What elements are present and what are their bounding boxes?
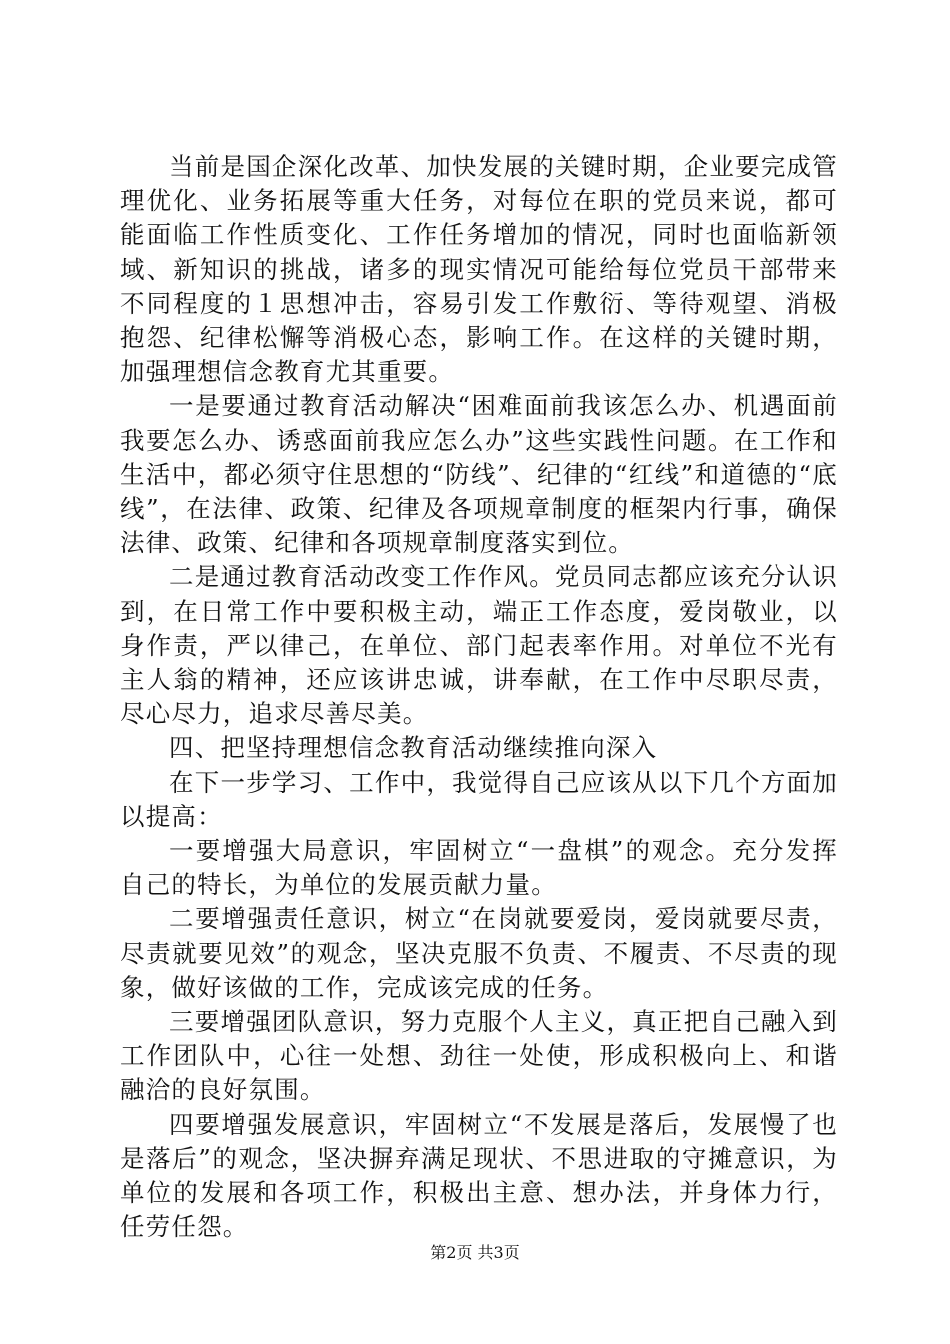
page-footer — [0, 1243, 950, 1263]
paragraph: 二要增强责任意识，树立“在岗就要爱岗，爱岗就要尽责，尽责就要见效”的观念，坚决克服不负责、不履责、不尽责的现象，做好该做的工作，完成该完成的任务。 — [120, 904, 838, 1002]
paragraph: 一要增强大局意识，牢固树立“一盘棋”的观念。充分发挥自己的特长，为单位的发展贡献力量。 — [120, 836, 838, 900]
paragraph: 四要增强发展意识，牢固树立“不发展是落后，发展慢了也是落后”的观念，坚决摒弃满足现状、不思进取的守摊意识，为单位的发展和各项工作，积极出主意、想办法，并身体力行，任劳任怨。 — [120, 1109, 838, 1242]
document-body — [120, 150, 838, 1245]
paragraph: 在下一步学习、工作中，我觉得自己应该从以下几个方面加以提高： — [120, 767, 838, 831]
paragraph: 二是通过教育活动改变工作作风。党员同志都应该充分认识到，在日常工作中要积极主动，端正工作态度，爱岗敬业，以身作责，严以律己，在单位、部门起表率作用。对单位不光有主人翁的精神，还应该讲忠诚，讲奉献，在工作中尽职尽责，尽心尽力，追求尽善尽美。 — [120, 562, 838, 729]
section-heading: 四、把坚持理想信念教育活动继续推向深入 — [169, 733, 658, 763]
page-indicator: 第2页 共3页 — [430, 1243, 520, 1262]
paragraph: 一是要通过教育活动解决“困难面前我该怎么办、机遇面前我要怎么办、诱惑面前我应怎么办”这些实践性问题。在工作和生活中，都必须守住思想的“防线”、纪律的“红线”和道德的“底线”，在法律、政策、纪律及各项规章制度的框架内行事，确保法律、政策、纪律和各项规章制度落实到位。 — [120, 391, 838, 558]
paragraph: 当前是国企深化改革、加快发展的关键时期，企业要完成管理优化、业务拓展等重大任务，对每位在职的党员来说，都可能面临工作性质变化、工作任务增加的情况，同时也面临新领域、新知识的挑战，诸多的现实情况可能给每位党员干部带来不同程度的１思想冲击，容易引发工作敷衍、等待观望、消极抱怨、纪律松懈等消极心态，影响工作。在这样的关键时期，加强理想信念教育尤其重要。 — [120, 152, 838, 387]
paragraph: 三要增强团队意识，努力克服个人主义，真正把自己融入到工作团队中，心往一处想、劲往一处使，形成积极向上、和谐融洽的良好氛围。 — [120, 1007, 838, 1105]
